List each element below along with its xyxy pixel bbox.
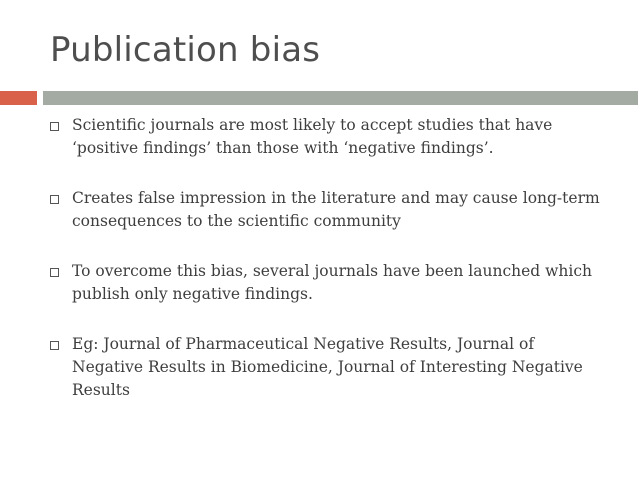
list-item — [50, 260, 610, 306]
hollow-square-bullet-icon — [50, 122, 59, 131]
bullet-text: Creates false impression in the literature and may cause long-term consequences to the scientific community — [72, 189, 600, 230]
hollow-square-bullet-icon — [50, 341, 59, 350]
bullet-text: Scientific journals are most likely to accept studies that have ‘positive findings’ than those with ‘negative findings’. — [72, 116, 553, 157]
title-rule-bar — [43, 91, 638, 105]
slide-title: Publication bias — [50, 30, 321, 70]
bullet-text: To overcome this bias, several journals have been launched which publish only negative findings. — [72, 262, 593, 303]
bullet-list — [50, 114, 610, 429]
list-item — [50, 187, 610, 233]
list-item — [50, 114, 610, 160]
list-item — [50, 333, 610, 402]
hollow-square-bullet-icon — [50, 268, 59, 277]
bullet-text: Eg: Journal of Pharmaceutical Negative Results, Journal of Negative Results in Biomedicine, Journal of Interesting Negative Results — [72, 335, 583, 399]
hollow-square-bullet-icon — [50, 195, 59, 204]
title-accent-bar — [0, 91, 37, 105]
